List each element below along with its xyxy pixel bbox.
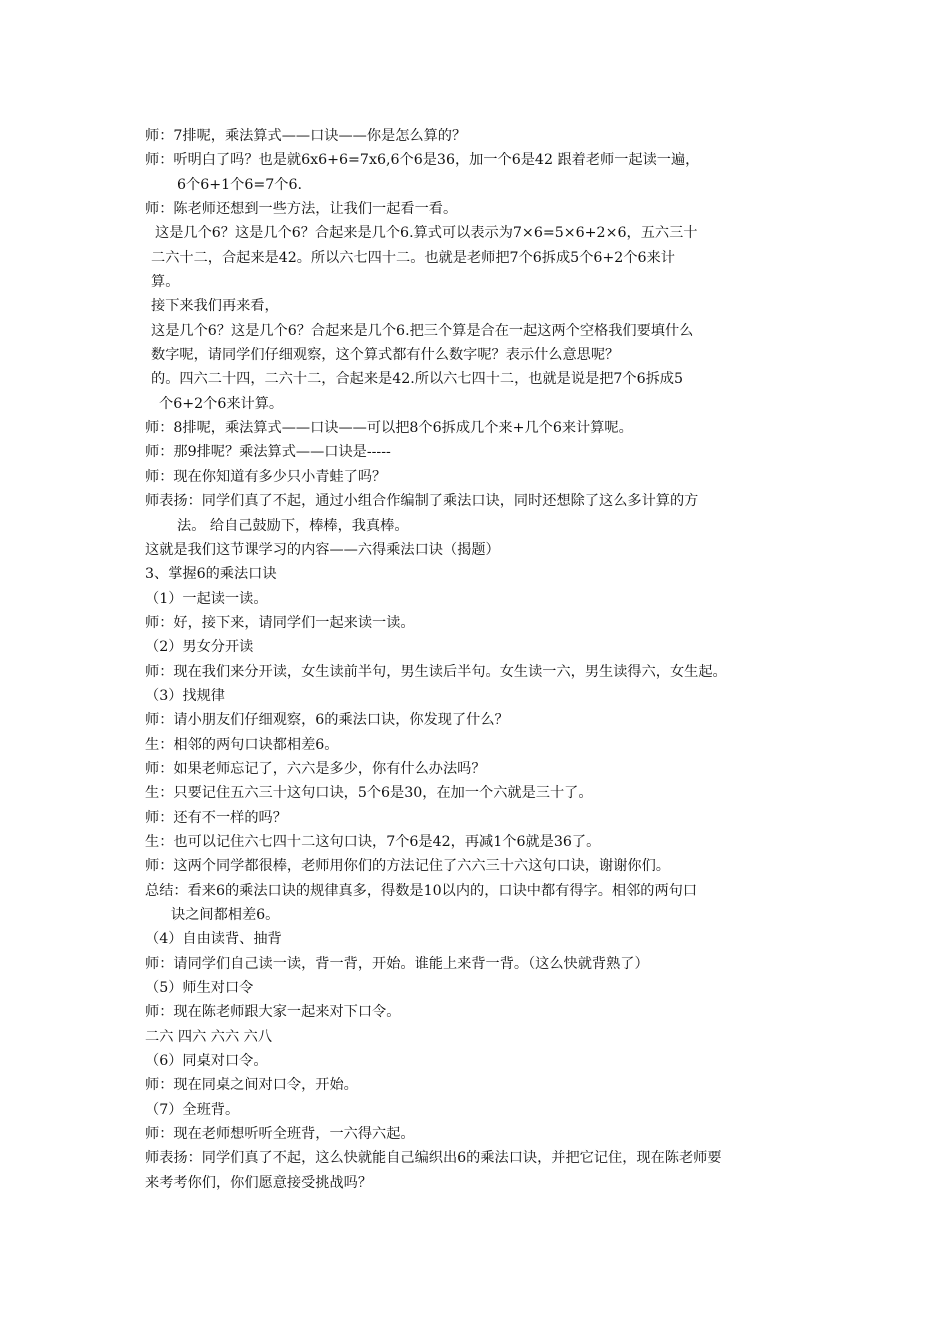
text-line-17: 法。 给自己鼓励下，棒棒，我真棒。 — [177, 517, 409, 534]
text-line-22: （2）男女分开读 — [145, 639, 254, 656]
text-line-42: 师：现在老师想听听全班背，一六得六起。 — [145, 1126, 415, 1143]
text-line-2: 师：听明白了吗？也是就6x6+6=7x6,6个6是36，加一个6是42 跟着老师一起读一遍， — [145, 152, 700, 169]
text-line-31: 师：这两个同学都很棒，老师用你们的方法记住了六六三十六这句口诀，谢谢你们。 — [145, 858, 670, 875]
text-line-23: 师：现在我们来分开读，女生读前半句，男生读后半句。女生读一六，男生读得六，女生起。 — [145, 663, 727, 680]
text-line-10: 数字呢，请同学们仔细观察，这个算式都有什么数字呢？表示什么意思呢？ — [151, 347, 620, 364]
text-line-26: 生：相邻的两句口诀都相差6。 — [145, 736, 339, 753]
text-line-37: 师：现在陈老师跟大家一起来对下口令。 — [145, 1004, 401, 1021]
text-line-9: 这是几个6？这是几个6？合起来是几个6.把三个算是合在一起这两个空格我们要填什么 — [151, 322, 694, 339]
text-line-15: 师：现在你知道有多少只小青蛙了吗？ — [145, 468, 387, 485]
text-line-27: 师：如果老师忘记了，六六是多少，你有什么办法吗？ — [145, 760, 486, 777]
text-line-40: 师：现在同桌之间对口令，开始。 — [145, 1077, 358, 1094]
text-line-3: 6个6+1个6=7个6. — [177, 176, 303, 193]
text-line-11: 的。四六二十四，二六十二，合起来是42.所以六七四十二，也就是说是把7个6拆成5 — [151, 371, 684, 388]
text-line-6: 二六十二，合起来是42。所以六七四十二。也就是老师把7个6拆成5个6+2个6来计 — [151, 249, 675, 266]
text-line-39: （6）同桌对口令。 — [145, 1053, 268, 1070]
text-line-16: 师表扬：同学们真了不起，通过小组合作编制了乘法口诀，同时还想除了这么多计算的方 — [145, 493, 699, 510]
text-line-38: 二六 四六 六六 六八 — [145, 1028, 273, 1045]
text-line-35: 师：请同学们自己读一读，背一背，开始。谁能上来背一背。（这么快就背熟了） — [145, 955, 649, 972]
text-line-32: 总结：看来6的乘法口诀的规律真多，得数是10以内的，口诀中都有得字。相邻的两句口 — [145, 882, 698, 899]
text-line-7: 算。 — [151, 274, 180, 291]
text-line-30: 生：也可以记住六七四十二这句口诀，7个6是42，再减1个6就是36了。 — [145, 833, 601, 850]
text-line-5: 这是几个6？这是几个6？合起来是几个6.算式可以表示为7×6=5×6+2×6，五六三十 — [155, 225, 698, 242]
text-line-25: 师：请小朋友们仔细观察，6的乘法口诀，你发现了什么？ — [145, 712, 509, 729]
text-line-18: 这就是我们这节课学习的内容——六得乘法口诀（揭题） — [145, 541, 500, 558]
text-line-19: 3、掌握6的乘法口诀 — [145, 566, 277, 583]
text-line-1: 师：7排呢，乘法算式——口诀——你是怎么算的？ — [145, 128, 467, 144]
text-line-20: （1）一起读一读。 — [145, 590, 268, 607]
text-line-28: 生：只要记住五六三十这句口诀，5个6是30，在加一个六就是三十了。 — [145, 785, 593, 802]
text-line-36: （5）师生对口令 — [145, 980, 254, 997]
text-line-34: （4）自由读背、抽背 — [145, 931, 282, 948]
text-line-14: 师：那9排呢？乘法算式——口诀是----- — [145, 444, 391, 461]
text-line-43: 师表扬：同学们真了不起，这么快就能自己编织出6的乘法口诀，并把它记住，现在陈老师要 — [145, 1150, 722, 1167]
text-line-44: 来考考你们，你们愿意接受挑战吗？ — [145, 1174, 373, 1191]
text-line-12: 个6+2个6来计算。 — [159, 395, 284, 412]
text-line-24: （3）找规律 — [145, 687, 225, 704]
text-line-29: 师：还有不一样的吗？ — [145, 809, 287, 826]
text-line-41: （7）全班背。 — [145, 1101, 240, 1118]
document-body — [145, 124, 815, 1195]
text-line-33: 诀之间都相差6。 — [171, 907, 280, 923]
text-line-13: 师：8排呢，乘法算式——口诀——可以把8个6拆成几个来+几个6来计算呢。 — [145, 420, 633, 437]
text-line-8: 接下来我们再来看， — [151, 298, 279, 315]
text-line-21: 师：好，接下来，请同学们一起来读一读。 — [145, 614, 415, 631]
text-line-4: 师：陈老师还想到一些方法，让我们一起看一看。 — [145, 201, 458, 218]
